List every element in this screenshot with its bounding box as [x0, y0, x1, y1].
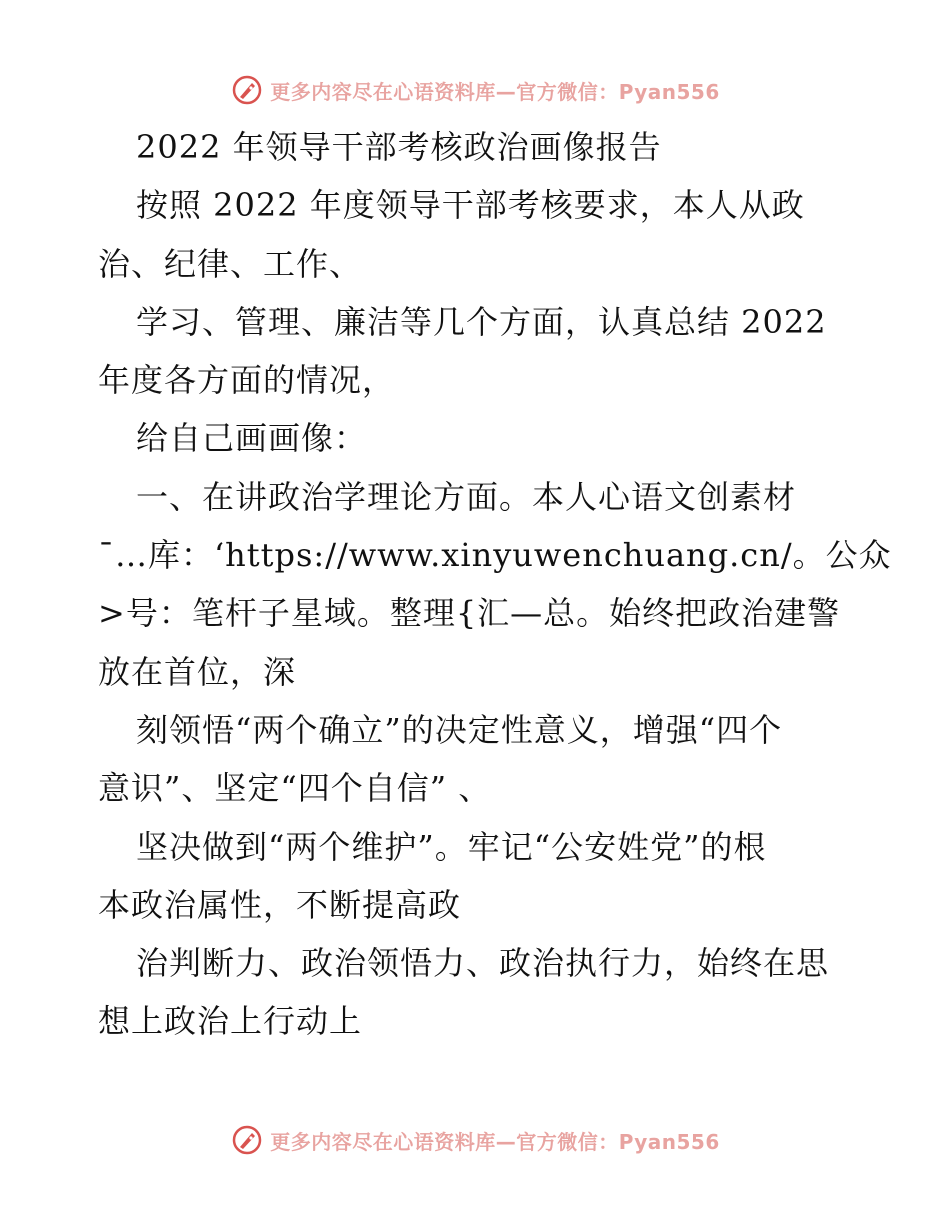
paragraph-line: 想上政治上行动上 [98, 1002, 363, 1041]
paragraph-line: 坚决做到“两个维护”。牢记“公安姓党”的根 [136, 827, 767, 866]
document-title: 2022 年领导干部考核政治画像报告 [136, 128, 662, 166]
paragraph-line: 治、纪律、工作、 [98, 244, 363, 283]
paragraph-line: 刻领悟“两个确立”的决定性意义，增强“四个 [136, 710, 783, 749]
paragraph-line: 给自己画画像： [136, 419, 368, 458]
paragraph-line: 学习、管理、廉洁等几个方面，认真总结 2022 [136, 302, 827, 341]
paragraph-line: >号：笔杆子星域。整理{汇—总。始终把政治建警 [98, 594, 841, 633]
paragraph-line: 放在首位，深 [98, 652, 297, 691]
header-watermark-banner [0, 70, 950, 110]
paragraph-line: ¯…库：‘https://www.xinyuwenchuang.cn/。公众 [98, 536, 892, 575]
header-banner-text: 更多内容尽在心语资料库—官方微信：Pyan556 [270, 79, 720, 104]
paragraph-line: 意识”、坚定“四个自信” 、 [98, 769, 492, 808]
paragraph-line: 本政治属性，不断提高政 [98, 885, 462, 924]
paragraph-line: 按照 2022 年度领导干部考核要求，本人从政 [136, 186, 805, 225]
pen-nib-logo-icon [230, 73, 264, 107]
paragraph-line: 治判断力、政治领悟力、政治执行力，始终在思 [136, 944, 830, 983]
footer-banner-text: 更多内容尽在心语资料库—官方微信：Pyan556 [270, 1129, 720, 1154]
paragraph-line: 一、在讲政治学理论方面。本人心语文创素材 [136, 477, 797, 516]
paragraph-line: 年度各方面的情况， [98, 361, 396, 400]
footer-watermark-banner [0, 1120, 950, 1160]
document-body [98, 118, 892, 1051]
pen-nib-logo-icon [230, 1123, 264, 1157]
